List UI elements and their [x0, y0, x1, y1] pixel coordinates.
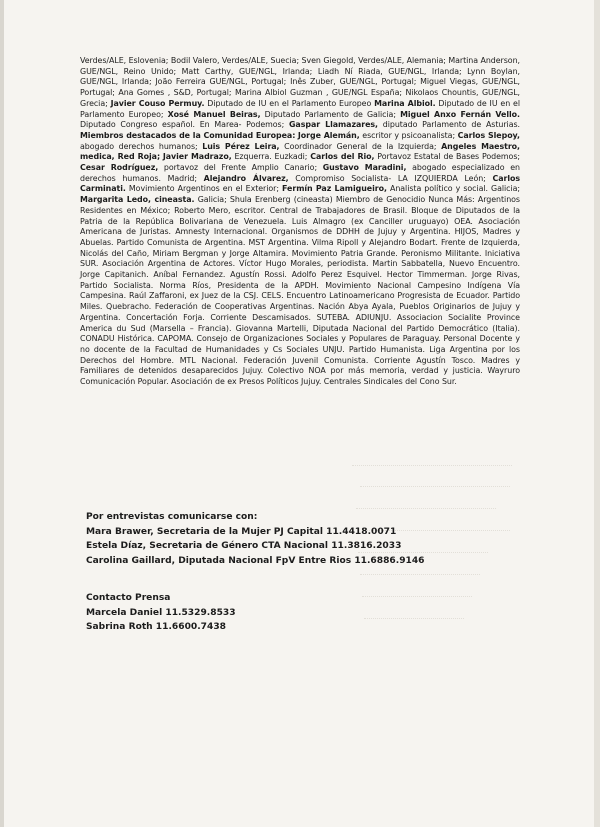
bold-name: Javier Madrazo, — [162, 152, 232, 162]
press-contact-line: Marcela Daniel 11.5329.8533 — [86, 607, 236, 618]
interview-contacts-heading: Por entrevistas comunicarse con: — [86, 512, 258, 522]
press-contact-line: Sabrina Roth 11.6600.7438 — [86, 622, 226, 633]
bold-name: Luis Pérez Leira, — [202, 141, 280, 151]
bold-name: Carlos Slepoy, — [457, 130, 520, 140]
bold-name: Alejandro Álvarez, — [203, 173, 289, 183]
interview-contacts — [86, 510, 425, 568]
bold-name: Miembros destacados de la Comunidad Europea: — [80, 130, 296, 140]
bold-name: Xosé Manuel Beiras, — [167, 109, 261, 119]
contact-line: Carolina Gaillard, Diputada Nacional FpV Entre Rios 11.6886.9146 — [86, 555, 425, 566]
press-contacts — [86, 591, 236, 635]
contact-line: Mara Brawer, Secretaria de la Mujer PJ Capital 11.4418.0071 — [86, 526, 397, 537]
bold-name: Carlos del Rio, — [310, 152, 375, 162]
bold-name: Marina Albiol. — [374, 98, 436, 108]
contact-line: Estela Díaz, Secretaria de Género CTA Nacional 11.3816.2033 — [86, 541, 402, 552]
bold-name: Javier Couso Permuy. — [110, 98, 205, 108]
press-contacts-heading: Contacto Prensa — [86, 593, 171, 603]
page-edge-shadow — [0, 0, 4, 827]
bold-name: Gustavo Maradini, — [322, 163, 407, 173]
bold-name: Fermín Paz Lamigueiro, — [282, 184, 387, 194]
bold-name: Cesar Rodríguez, — [80, 163, 159, 173]
bold-name: Gaspar Llamazares, — [289, 120, 378, 130]
bold-name: Miguel Anxo Fernán Vello. — [400, 109, 520, 119]
bold-name: Margarita Ledo, cineasta. — [80, 195, 195, 205]
bold-name: Carlos Carminati. — [80, 173, 520, 194]
page-edge-right — [594, 0, 600, 827]
bold-name: Angeles Maestro, medica, Red Roja; — [80, 141, 520, 162]
bold-name: Jorge Alemán, — [297, 130, 360, 140]
signatories-paragraph: Verdes/ALE, Eslovenia; Bodil Valero, Verdes/ALE, Suecia; Sven Giegold, Verdes/ALE, Alemania; Martina Anderson, GUE/NGL, Reino Unido; Matt Carthy, GUE/NGL, Irlanda; Liadh Ní Riada, GUE/NGL, Irlanda; Lynn Boylan, GUE/NGL, Irlanda; João Ferreira GUE/NGL, Portugal; Inês Zuber, GUE/NGL, Portugal; Miguel Viegas, GUE/NGL, Portugal; Ana Gomes , S&D, Portugal; Marina Albiol Guzman , GUE/NGL España; Nikolaos Chountis, GUE/NGL, Grecia; Javier Couso Permuy. Diputado de IU en el Parlamento Europeo Marina Albiol. Diputado de IU en el Parlamento Europeo; Xosé Manuel Beiras, Diputado Parlamento de Galicia; Miguel Anxo Fernán Vello. Diputado Congreso español. En Marea- Podemos; Gaspar Llamazares, diputado Parlamento de Asturias. Miembros destacados de la Comunidad Europea: Jorge Alemán, escritor y psicoanalista; Carlos Slepoy, abogado derechos humanos; Luis Pérez Leira, Coordinador General de la Izquierda; Angeles Maestro, medica, Red Roja; Javier Madrazo, Ezquerra. Euzkadi; Carlos del Rio, Portavoz Estatal de Bases Podemos; Cesar Rodríguez, portavoz del Frente Amplio Canario; Gustavo Maradini, abogado especializado en derechos humanos. Madrid; Alejandro Álvarez, Compromiso Socialista- LA IZQUIERDA León; Carlos Carminati. Movimiento Argentinos en el Exterior; Fermín Paz Lamigueiro, Analista político y social. Galicia; Margarita Ledo, cineasta. Galicia; Shula Erenberg (cineasta) Miembro de Genocidio Nunca Más: Argentinos Residentes en México; Roberto Mero, escritor. Central de Trabajadores de Brasil. Bloque de Diputados de la Patria de la República Bolivariana de Venezuela. Luis Almagro (ex Canciller uruguayo) OEA. Asociación Americana de Juristas. Amnesty Internacional. Organismos de DDHH de Jujuy y Argentina. HIJOS, Madres y Abuelas. Partido Comunista de Argentina. MST Argentina. Vilma Ripoll y Alejandro Bodart. Frente de Izquierda, Nicolás del Caño, Miriam Bergman y Jorge Altamira. Movimiento Patria Grande. Peronismo Militante. Iniciativa SUR. Asociación Argentina de Actores. Víctor Hugo Morales, periodista. Martin Sabbatella, Nuevo Encuentro. Jorge Capitanich. Aníbal Fernandez. Agustín Rossi. Adolfo Perez Esquivel. Hector Timmerman. Jorge Rivas, Partido Socialista. Norma Ríos, Presidenta de la APDH. Movimiento Nacional Campesino Indígena Vía Campesina. Raúl Zaffaroni, ex Juez de la CSJ. CELS. Encuentro Latinoamericano Progresista de Ecuador. Partido Miles. Quebracho. Federación de Cooperativas Argentinas. Nación Abya Ayala, Pueblos Originarios de Jujuy y Argentina. Concertación Forja. Corriente Descamisados. SUTEBA. ADIUNJU. Associacion Socialite Province America du Sud (Marsella – Francia). Giovanna Martelli, Diputada Nacional del Partido Democrático (Italia). CONADU Histórica. CAPOMA. Consejo de Organizaciones Sociales y Populares de Paraguay. Personal Docente y no docente de la Facultad de Humanidades y Cs Sociales UNJU. Partido Humanista. Liga Argentina por los Derechos del Hombre. MTL Nacional. Federación Juvenil Comunista. Corriente Agustín Tosco. Madres y Familiares de detenidos desaparecidos Jujuy. Colectivo NOA por más memoria, verdad y justicia. Wayruro Comunicación Popular. Asociación de ex Presos Políticos Jujuy. Centrales Sindicales del Cono Sur. — [80, 56, 520, 387]
